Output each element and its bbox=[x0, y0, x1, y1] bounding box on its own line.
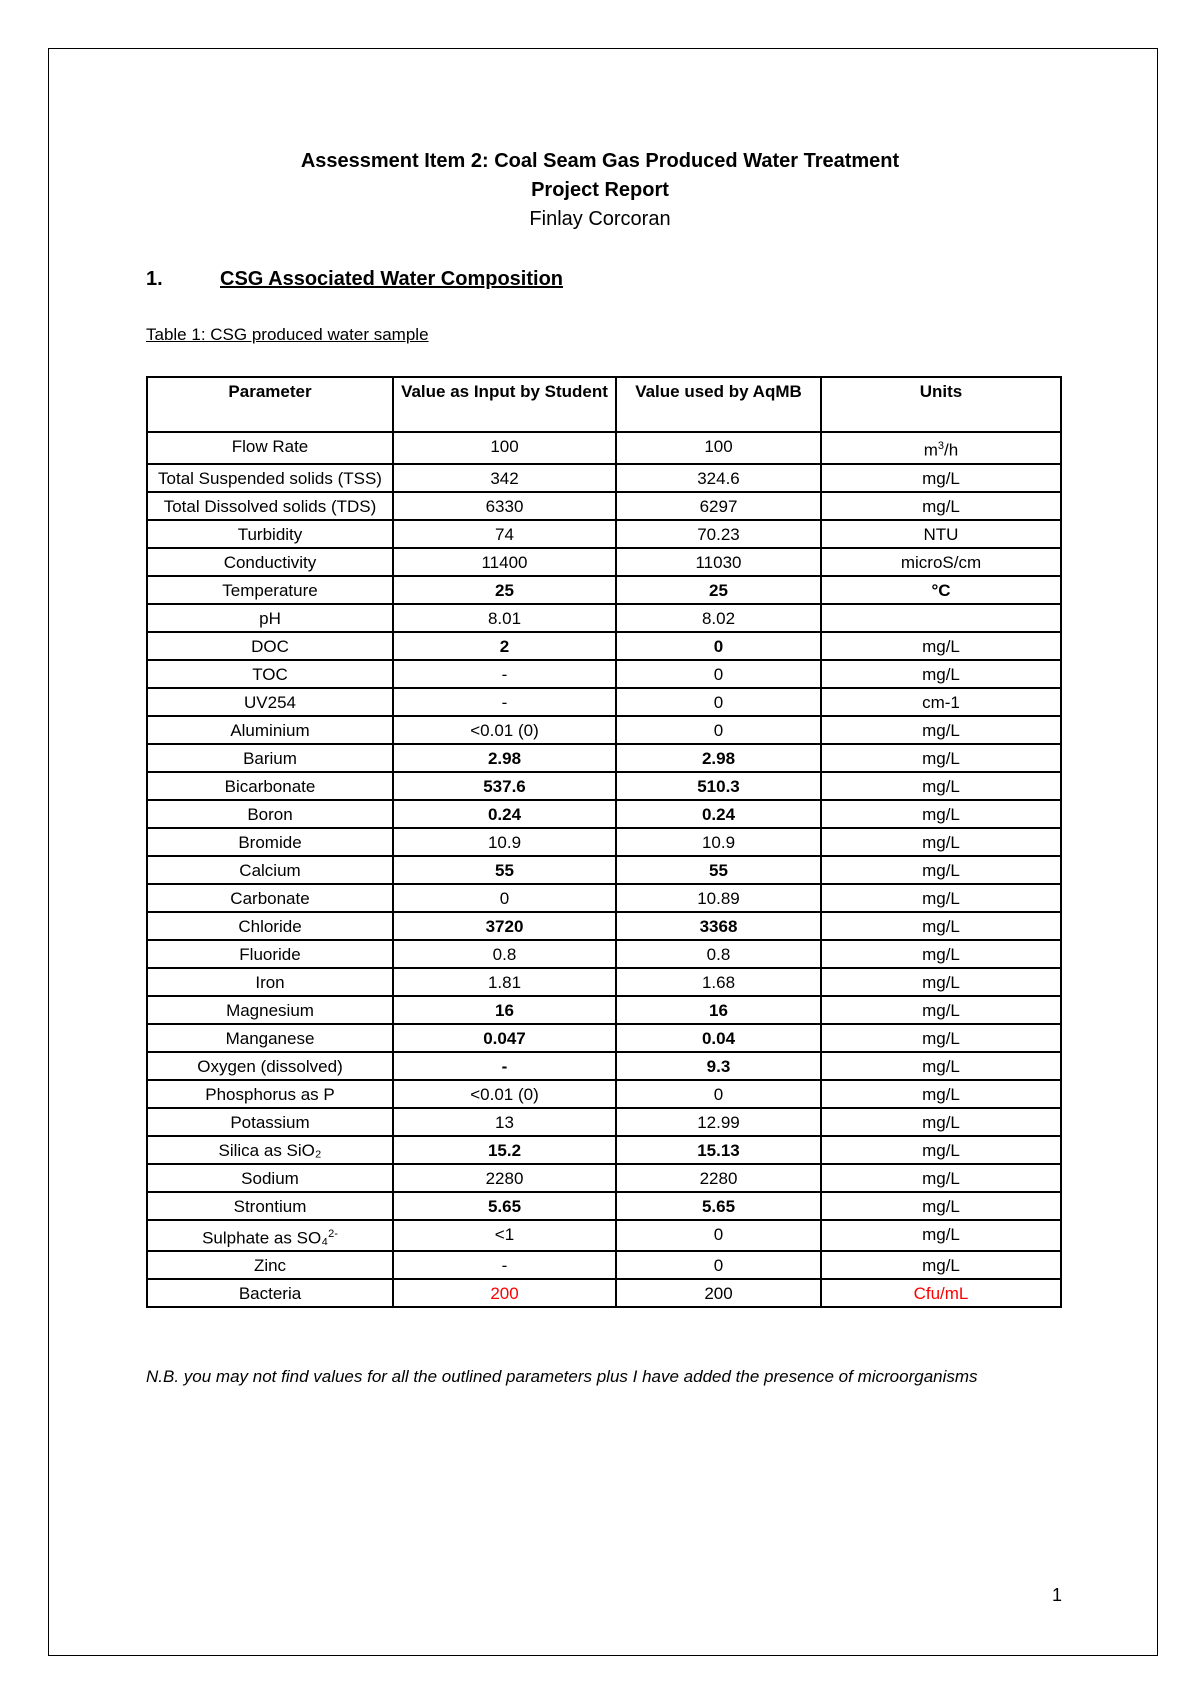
header-units: Units bbox=[821, 377, 1061, 432]
cell-student-value: 1.81 bbox=[393, 968, 616, 996]
cell-units: mg/L bbox=[821, 800, 1061, 828]
cell-aqmb-value: 0 bbox=[616, 1251, 821, 1279]
cell-parameter: DOC bbox=[147, 632, 393, 660]
cell-aqmb-value: 3368 bbox=[616, 912, 821, 940]
table-row bbox=[147, 1192, 1061, 1220]
cell-units: mg/L bbox=[821, 716, 1061, 744]
cell-aqmb-value: 6297 bbox=[616, 492, 821, 520]
table-row bbox=[147, 884, 1061, 912]
cell-student-value: 537.6 bbox=[393, 772, 616, 800]
cell-aqmb-value: 510.3 bbox=[616, 772, 821, 800]
cell-student-value: 11400 bbox=[393, 548, 616, 576]
cell-units bbox=[821, 604, 1061, 632]
cell-student-value: 0.24 bbox=[393, 800, 616, 828]
cell-student-value: 342 bbox=[393, 464, 616, 492]
table-row bbox=[147, 1251, 1061, 1279]
footnote: N.B. you may not find values for all the outlined parameters plus I have added the presence of microorganisms bbox=[146, 1367, 978, 1386]
cell-parameter: Temperature bbox=[147, 576, 393, 604]
cell-parameter: Iron bbox=[147, 968, 393, 996]
table-row bbox=[147, 1052, 1061, 1080]
cell-units: mg/L bbox=[821, 1220, 1061, 1252]
cell-student-value: 6330 bbox=[393, 492, 616, 520]
cell-student-value: <0.01 (0) bbox=[393, 716, 616, 744]
table-row bbox=[147, 1108, 1061, 1136]
cell-student-value: 13 bbox=[393, 1108, 616, 1136]
table-row bbox=[147, 856, 1061, 884]
cell-aqmb-value: 2280 bbox=[616, 1164, 821, 1192]
table-row bbox=[147, 996, 1061, 1024]
cell-aqmb-value: 10.9 bbox=[616, 828, 821, 856]
cell-parameter: Flow Rate bbox=[147, 432, 393, 464]
table-row bbox=[147, 744, 1061, 772]
cell-parameter: Chloride bbox=[147, 912, 393, 940]
table-row bbox=[147, 1136, 1061, 1164]
table-row bbox=[147, 1080, 1061, 1108]
cell-units: mg/L bbox=[821, 856, 1061, 884]
page-number: 1 bbox=[1051, 1585, 1062, 1605]
cell-student-value: <1 bbox=[393, 1220, 616, 1252]
cell-units: mg/L bbox=[821, 828, 1061, 856]
cell-student-value: 5.65 bbox=[393, 1192, 616, 1220]
cell-student-value: - bbox=[393, 688, 616, 716]
cell-parameter: UV254 bbox=[147, 688, 393, 716]
cell-aqmb-value: 0 bbox=[616, 1220, 821, 1252]
table-row bbox=[147, 432, 1061, 464]
cell-units: $m^3/h$ bbox=[821, 432, 1061, 464]
table-row bbox=[147, 800, 1061, 828]
cell-aqmb-value: 2.98 bbox=[616, 744, 821, 772]
cell-aqmb-value: 11030 bbox=[616, 548, 821, 576]
cell-units: mg/L bbox=[821, 464, 1061, 492]
cell-aqmb-value: 70.23 bbox=[616, 520, 821, 548]
cell-units: mg/L bbox=[821, 1108, 1061, 1136]
cell-parameter: pH bbox=[147, 604, 393, 632]
cell-student-value: - bbox=[393, 1251, 616, 1279]
cell-units: mg/L bbox=[821, 940, 1061, 968]
cell-student-value: 25 bbox=[393, 576, 616, 604]
cell-units: mg/L bbox=[821, 1164, 1061, 1192]
header-student-value: Value as Input by Student bbox=[393, 377, 616, 432]
cell-units: mg/L bbox=[821, 772, 1061, 800]
cell-parameter: Barium bbox=[147, 744, 393, 772]
table-row bbox=[147, 940, 1061, 968]
cell-parameter: Strontium bbox=[147, 1192, 393, 1220]
cell-parameter: Total Dissolved solids (TDS) bbox=[147, 492, 393, 520]
cell-units: microS/cm bbox=[821, 548, 1061, 576]
cell-student-value: 15.2 bbox=[393, 1136, 616, 1164]
cell-student-value: - bbox=[393, 660, 616, 688]
cell-student-value: - bbox=[393, 1052, 616, 1080]
table-row bbox=[147, 660, 1061, 688]
cell-student-value: 16 bbox=[393, 996, 616, 1024]
cell-units: mg/L bbox=[821, 1052, 1061, 1080]
cell-aqmb-value: 0 bbox=[616, 660, 821, 688]
cell-aqmb-value: 16 bbox=[616, 996, 821, 1024]
table-row bbox=[147, 968, 1061, 996]
cell-parameter: Fluoride bbox=[147, 940, 393, 968]
table-row bbox=[147, 912, 1061, 940]
cell-units: mg/L bbox=[821, 968, 1061, 996]
cell-parameter: Bromide bbox=[147, 828, 393, 856]
title-block bbox=[0, 147, 1200, 234]
cell-aqmb-value: 1.68 bbox=[616, 968, 821, 996]
table-row bbox=[147, 632, 1061, 660]
cell-parameter: Silica as SiO₂ bbox=[147, 1136, 393, 1164]
cell-student-value: 2.98 bbox=[393, 744, 616, 772]
cell-aqmb-value: 10.89 bbox=[616, 884, 821, 912]
table-row bbox=[147, 772, 1061, 800]
cell-aqmb-value: 324.6 bbox=[616, 464, 821, 492]
cell-parameter: Potassium bbox=[147, 1108, 393, 1136]
cell-aqmb-value: 9.3 bbox=[616, 1052, 821, 1080]
cell-parameter: Calcium bbox=[147, 856, 393, 884]
cell-parameter: Bacteria bbox=[147, 1279, 393, 1307]
table-row bbox=[147, 520, 1061, 548]
cell-parameter: Phosphorus as P bbox=[147, 1080, 393, 1108]
cell-parameter: Sulphate as SO₄$^{2-}$ bbox=[147, 1220, 393, 1252]
cell-aqmb-value: 0.8 bbox=[616, 940, 821, 968]
table-row bbox=[147, 548, 1061, 576]
cell-parameter: Zinc bbox=[147, 1251, 393, 1279]
document-subtitle: Project Report bbox=[531, 179, 669, 201]
cell-student-value: 0 bbox=[393, 884, 616, 912]
cell-parameter: Manganese bbox=[147, 1024, 393, 1052]
table-row bbox=[147, 688, 1061, 716]
cell-units: mg/L bbox=[821, 1080, 1061, 1108]
cell-units: mg/L bbox=[821, 884, 1061, 912]
cell-aqmb-value: 25 bbox=[616, 576, 821, 604]
table-row bbox=[147, 492, 1061, 520]
cell-student-value: 0.8 bbox=[393, 940, 616, 968]
cell-aqmb-value: 0 bbox=[616, 1080, 821, 1108]
table-row bbox=[147, 1024, 1061, 1052]
cell-aqmb-value: 0 bbox=[616, 632, 821, 660]
water-composition-table bbox=[146, 376, 1062, 1308]
table-row bbox=[147, 1279, 1061, 1307]
cell-parameter: Total Suspended solids (TSS) bbox=[147, 464, 393, 492]
cell-units: mg/L bbox=[821, 912, 1061, 940]
table-row bbox=[147, 604, 1061, 632]
cell-units: mg/L bbox=[821, 996, 1061, 1024]
cell-aqmb-value: 0 bbox=[616, 688, 821, 716]
document-title: Assessment Item 2: Coal Seam Gas Produced Water Treatment bbox=[300, 150, 900, 172]
cell-units: mg/L bbox=[821, 492, 1061, 520]
cell-aqmb-value: 200 bbox=[616, 1279, 821, 1307]
cell-parameter: Conductivity bbox=[147, 548, 393, 576]
section-heading bbox=[146, 268, 563, 291]
cell-student-value: 200 bbox=[393, 1279, 616, 1307]
cell-units: mg/L bbox=[821, 1136, 1061, 1164]
cell-student-value: 100 bbox=[393, 432, 616, 464]
cell-units: mg/L bbox=[821, 1192, 1061, 1220]
cell-aqmb-value: 55 bbox=[616, 856, 821, 884]
table-row bbox=[147, 1220, 1061, 1252]
author-name: Finlay Corcoran bbox=[529, 208, 671, 230]
cell-units: mg/L bbox=[821, 744, 1061, 772]
header-aqmb-value: Value used by AqMB bbox=[616, 377, 821, 432]
cell-aqmb-value: 15.13 bbox=[616, 1136, 821, 1164]
cell-student-value: 55 bbox=[393, 856, 616, 884]
section-number: 1. bbox=[146, 268, 163, 290]
cell-parameter: TOC bbox=[147, 660, 393, 688]
cell-units: mg/L bbox=[821, 1024, 1061, 1052]
cell-parameter: Turbidity bbox=[147, 520, 393, 548]
cell-student-value: 2 bbox=[393, 632, 616, 660]
cell-units: NTU bbox=[821, 520, 1061, 548]
cell-aqmb-value: 100 bbox=[616, 432, 821, 464]
cell-student-value: 74 bbox=[393, 520, 616, 548]
table-caption: Table 1: CSG produced water sample bbox=[146, 325, 429, 344]
cell-aqmb-value: 5.65 bbox=[616, 1192, 821, 1220]
cell-aqmb-value: 0 bbox=[616, 716, 821, 744]
table-body bbox=[147, 432, 1061, 1307]
cell-parameter: Carbonate bbox=[147, 884, 393, 912]
table-row bbox=[147, 1164, 1061, 1192]
table-row bbox=[147, 464, 1061, 492]
cell-student-value: 2280 bbox=[393, 1164, 616, 1192]
cell-parameter: Oxygen (dissolved) bbox=[147, 1052, 393, 1080]
table-row bbox=[147, 576, 1061, 604]
cell-student-value: 8.01 bbox=[393, 604, 616, 632]
table-row bbox=[147, 716, 1061, 744]
cell-parameter: Boron bbox=[147, 800, 393, 828]
cell-units: Cfu/mL bbox=[821, 1279, 1061, 1307]
cell-units: mg/L bbox=[821, 632, 1061, 660]
cell-parameter: Aluminium bbox=[147, 716, 393, 744]
cell-student-value: 10.9 bbox=[393, 828, 616, 856]
cell-units: cm-1 bbox=[821, 688, 1061, 716]
cell-aqmb-value: 0.04 bbox=[616, 1024, 821, 1052]
cell-parameter: Bicarbonate bbox=[147, 772, 393, 800]
cell-parameter: Sodium bbox=[147, 1164, 393, 1192]
cell-units: mg/L bbox=[821, 660, 1061, 688]
cell-aqmb-value: 8.02 bbox=[616, 604, 821, 632]
table-row bbox=[147, 828, 1061, 856]
cell-units: mg/L bbox=[821, 1251, 1061, 1279]
cell-parameter: Magnesium bbox=[147, 996, 393, 1024]
cell-student-value: <0.01 (0) bbox=[393, 1080, 616, 1108]
header-parameter: Parameter bbox=[147, 377, 393, 432]
cell-student-value: 0.047 bbox=[393, 1024, 616, 1052]
cell-aqmb-value: 12.99 bbox=[616, 1108, 821, 1136]
cell-student-value: 3720 bbox=[393, 912, 616, 940]
table-header-row bbox=[147, 377, 1061, 432]
section-title: CSG Associated Water Composition bbox=[220, 268, 564, 290]
cell-aqmb-value: 0.24 bbox=[616, 800, 821, 828]
cell-units: °C bbox=[821, 576, 1061, 604]
